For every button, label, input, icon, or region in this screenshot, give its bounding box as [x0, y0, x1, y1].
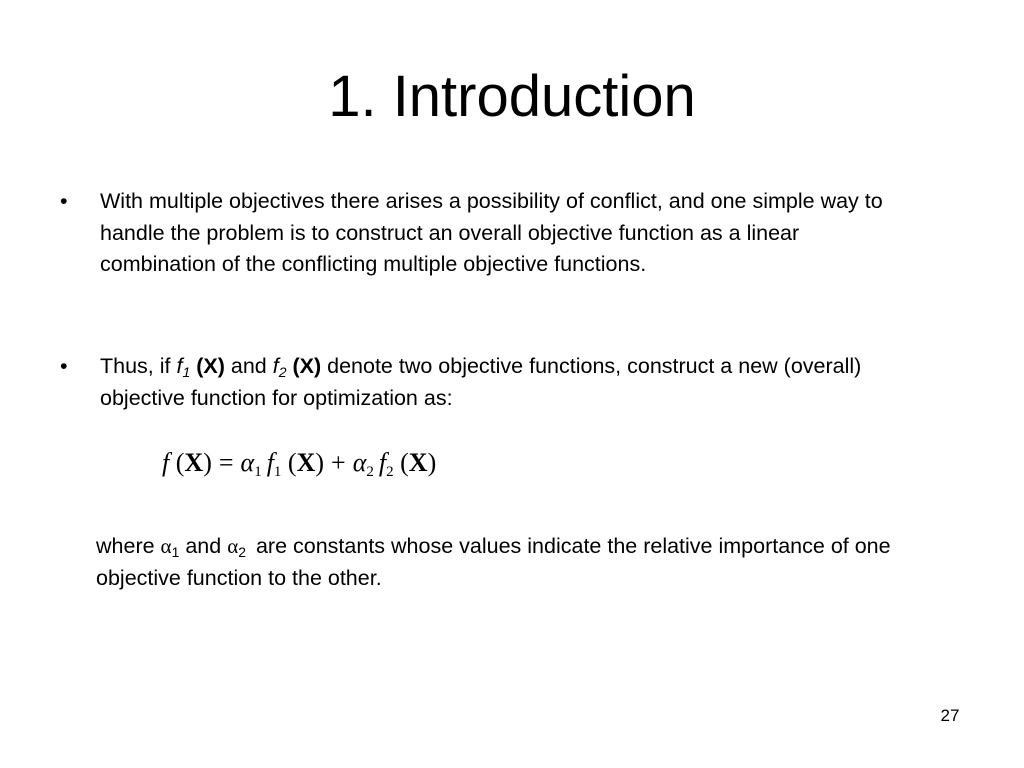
where-clause	[96, 531, 926, 594]
function-f1-subscript: 1	[182, 364, 191, 380]
eq-alpha-1: α	[240, 448, 255, 477]
bullet-text-and: and	[224, 354, 273, 378]
where-alpha-1: α	[160, 534, 172, 558]
function-f2-symbol: f	[272, 354, 279, 378]
function-f2-argument: (X)	[286, 354, 322, 378]
eq-alpha-1-subscript: 1	[254, 464, 262, 480]
where-alpha-1-subscript: 1	[171, 544, 180, 560]
page-number: 27	[940, 706, 960, 725]
bullet-text-2	[100, 351, 920, 414]
bullet-text-rest: denote two objective functions, construct a new (overall) objective function for optimization as:	[100, 354, 862, 410]
eq-f2-subscript: 2	[386, 464, 394, 480]
eq-x-variable: X	[184, 448, 204, 477]
bullet-marker: •	[60, 354, 68, 378]
eq-f2-symbol: f	[378, 448, 387, 477]
eq-close-paren: )	[203, 448, 212, 477]
function-f2-subscript: 2	[278, 364, 287, 380]
function-f1-argument: (X)	[190, 354, 225, 378]
bullet-text-1: With multiple objectives there arises a possibility of conflict, and one simple way to handle the problem is to construct an overall objective function as a linear combination of the conflicting multiple objective functions.	[100, 189, 883, 276]
eq-close-paren: )	[427, 448, 437, 477]
where-rest: are constants whose values indicate the relative importance of one objective function to the other.	[96, 534, 891, 590]
eq-f1-symbol: f	[266, 448, 274, 477]
bullet-marker: •	[60, 189, 68, 213]
eq-x-variable: X	[408, 448, 428, 477]
eq-f1-subscript: 1	[273, 464, 282, 480]
eq-close-paren: )	[315, 448, 325, 477]
eq-equals-sign: =	[218, 448, 234, 477]
eq-open-paren: (	[169, 448, 185, 477]
where-and: and	[179, 534, 228, 558]
where-text: where	[96, 534, 161, 558]
objective-equation	[162, 446, 436, 480]
eq-open-paren: (	[281, 448, 297, 477]
eq-f-symbol: f	[162, 448, 170, 477]
bullet-item-2	[60, 351, 920, 414]
eq-open-paren: (	[393, 448, 409, 477]
eq-alpha-2: α	[352, 448, 367, 477]
eq-plus-sign: +	[331, 448, 346, 477]
eq-x-variable: X	[296, 448, 316, 477]
slide-title: 1. Introduction	[328, 64, 696, 129]
bullet-item-1	[60, 186, 920, 281]
function-f1-symbol: f	[176, 354, 183, 378]
eq-alpha-2-subscript: 2	[366, 464, 374, 480]
where-alpha-2: α	[227, 534, 239, 558]
bullet-text-thus-if: Thus, if	[100, 354, 177, 378]
where-alpha-2-subscript: 2	[238, 544, 246, 560]
